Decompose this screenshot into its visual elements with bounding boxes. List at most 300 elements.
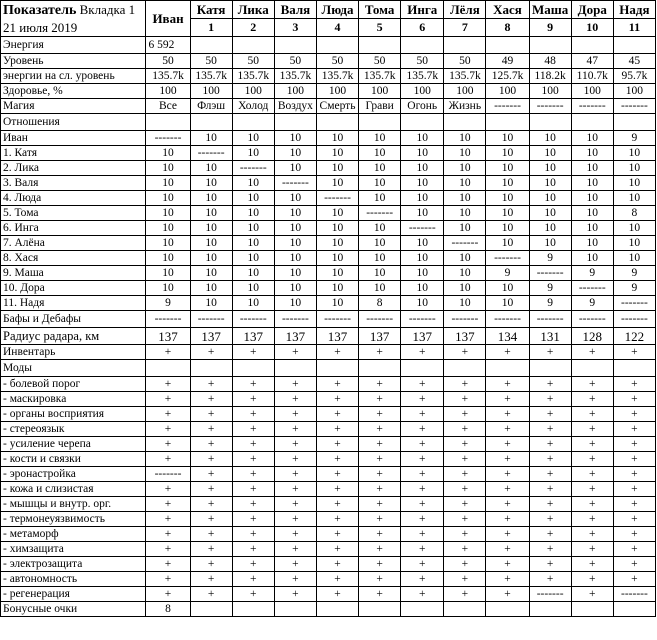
table-cell: 137: [190, 328, 232, 345]
table-cell: +: [486, 587, 529, 602]
table-cell: +: [613, 527, 655, 542]
header-name: Инга: [401, 1, 444, 19]
table-cell: 10: [146, 146, 190, 161]
table-cell: +: [401, 482, 444, 497]
table-cell: [529, 114, 571, 131]
table-cell: +: [274, 392, 316, 407]
table-cell: 10: [486, 296, 529, 311]
table-cell: +: [529, 512, 571, 527]
table-cell: 10: [146, 221, 190, 236]
table-cell: +: [486, 557, 529, 572]
table-cell: +: [190, 345, 232, 360]
header-first-name: Иван: [146, 1, 190, 37]
table-cell: [359, 360, 401, 377]
table-cell: +: [444, 422, 486, 437]
table-cell: 10: [486, 146, 529, 161]
table-cell: 10: [444, 266, 486, 281]
table-cell: -------: [146, 467, 190, 482]
table-cell: +: [190, 392, 232, 407]
table-cell: 10: [529, 131, 571, 146]
table-cell: +: [486, 377, 529, 392]
table-cell: 100: [444, 84, 486, 99]
table-cell: -------: [274, 311, 316, 328]
table-cell: +: [359, 527, 401, 542]
table-cell: 48: [529, 54, 571, 69]
table-cell: 50: [146, 54, 190, 69]
table-row: [1, 251, 656, 266]
table-cell: [146, 114, 190, 131]
row-label: Энергия: [1, 37, 146, 54]
table-cell: +: [274, 497, 316, 512]
table-cell: 100: [359, 84, 401, 99]
table-cell: +: [146, 512, 190, 527]
table-cell: [444, 114, 486, 131]
table-cell: [401, 37, 444, 54]
header-name: Тома: [359, 1, 401, 19]
table-cell: +: [444, 572, 486, 587]
table-cell: +: [274, 377, 316, 392]
table-cell: 10: [359, 146, 401, 161]
table-cell: +: [232, 392, 274, 407]
row-label: Бонусные очки: [1, 602, 146, 617]
table-cell: -------: [486, 311, 529, 328]
table-cell: +: [444, 345, 486, 360]
table-cell: 10: [146, 161, 190, 176]
header-label-cell: [1, 1, 146, 37]
table-cell: 10: [401, 176, 444, 191]
table-cell: 10: [274, 161, 316, 176]
table-cell: 10: [232, 146, 274, 161]
table-cell: +: [529, 557, 571, 572]
table-cell: 10: [359, 221, 401, 236]
table-cell: [401, 114, 444, 131]
table-cell: [274, 602, 316, 617]
table-cell: +: [401, 557, 444, 572]
table-cell: 10: [486, 161, 529, 176]
table-cell: 50: [401, 54, 444, 69]
table-cell: [401, 602, 444, 617]
table-cell: Флэш: [190, 99, 232, 114]
table-cell: 131: [529, 328, 571, 345]
table-cell: +: [444, 527, 486, 542]
table-cell: 10: [316, 221, 358, 236]
row-label: 1. Катя: [1, 146, 146, 161]
table-cell: +: [571, 452, 613, 467]
table-cell: [529, 602, 571, 617]
table-cell: 10: [190, 176, 232, 191]
table-cell: 10: [359, 176, 401, 191]
table-cell: 9: [529, 296, 571, 311]
row-label: - стереоязык: [1, 422, 146, 437]
table-cell: 10: [232, 236, 274, 251]
table-cell: -------: [529, 266, 571, 281]
table-cell: 8: [359, 296, 401, 311]
table-cell: -------: [316, 191, 358, 206]
table-cell: +: [444, 497, 486, 512]
table-cell: 10: [444, 161, 486, 176]
table-cell: 10: [274, 236, 316, 251]
table-cell: 10: [486, 236, 529, 251]
table-cell: +: [401, 407, 444, 422]
table-cell: 10: [529, 161, 571, 176]
table-cell: 9: [529, 251, 571, 266]
table-cell: +: [232, 542, 274, 557]
table-cell: +: [529, 527, 571, 542]
table-cell: +: [146, 452, 190, 467]
table-cell: 9: [529, 281, 571, 296]
table-cell: +: [444, 437, 486, 452]
table-cell: [190, 602, 232, 617]
table-cell: +: [444, 587, 486, 602]
table-cell: [232, 37, 274, 54]
table-cell: +: [401, 572, 444, 587]
table-cell: +: [274, 422, 316, 437]
header-number: 11: [613, 19, 655, 37]
table-cell: +: [316, 557, 358, 572]
table-row: [1, 146, 656, 161]
row-label: - маскировка: [1, 392, 146, 407]
table-cell: 10: [486, 221, 529, 236]
table-cell: 10: [274, 191, 316, 206]
row-label: 9. Маша: [1, 266, 146, 281]
row-label: - кости и связки: [1, 452, 146, 467]
table-cell: 10: [316, 131, 358, 146]
table-cell: 135.7k: [274, 69, 316, 84]
table-cell: 100: [274, 84, 316, 99]
table-cell: [190, 360, 232, 377]
table-cell: +: [613, 437, 655, 452]
table-cell: +: [190, 482, 232, 497]
row-label: - автономность: [1, 572, 146, 587]
table-row: [1, 69, 656, 84]
table-cell: +: [232, 512, 274, 527]
table-cell: 137: [359, 328, 401, 345]
table-cell: +: [529, 482, 571, 497]
table-cell: 10: [401, 251, 444, 266]
table-row: [1, 345, 656, 360]
table-cell: +: [529, 392, 571, 407]
table-cell: +: [486, 345, 529, 360]
table-cell: +: [529, 572, 571, 587]
table-row: [1, 206, 656, 221]
table-cell: 10: [401, 131, 444, 146]
row-label: - кожа и слизистая: [1, 482, 146, 497]
table-row: [1, 572, 656, 587]
table-cell: +: [571, 407, 613, 422]
table-cell: +: [486, 497, 529, 512]
table-cell: +: [190, 422, 232, 437]
table-row: [1, 84, 656, 99]
table-row: [1, 602, 656, 617]
table-row: [1, 512, 656, 527]
table-row: [1, 328, 656, 345]
table-row: [1, 557, 656, 572]
table-cell: +: [529, 467, 571, 482]
table-cell: +: [444, 467, 486, 482]
table-cell: [571, 37, 613, 54]
table-cell: +: [486, 527, 529, 542]
table-row: [1, 296, 656, 311]
table-cell: +: [613, 542, 655, 557]
table-cell: +: [316, 497, 358, 512]
table-cell: 10: [359, 191, 401, 206]
table-cell: 125.7k: [486, 69, 529, 84]
table-cell: +: [316, 587, 358, 602]
table-cell: +: [444, 557, 486, 572]
header-name: Надя: [613, 1, 655, 19]
table-row: [1, 54, 656, 69]
table-cell: +: [316, 512, 358, 527]
table-cell: +: [613, 407, 655, 422]
table-cell: +: [146, 482, 190, 497]
table-cell: 10: [316, 176, 358, 191]
table-cell: +: [359, 407, 401, 422]
table-cell: 10: [274, 221, 316, 236]
table-cell: +: [146, 437, 190, 452]
table-cell: 95.7k: [613, 69, 655, 84]
table-cell: [486, 602, 529, 617]
table-cell: 10: [274, 266, 316, 281]
table-cell: +: [359, 452, 401, 467]
table-cell: +: [190, 527, 232, 542]
header-name: Дора: [571, 1, 613, 19]
table-cell: +: [232, 437, 274, 452]
table-cell: 6 592: [146, 37, 190, 54]
table-cell: +: [359, 437, 401, 452]
table-row: [1, 221, 656, 236]
table-row: [1, 437, 656, 452]
table-cell: [571, 360, 613, 377]
table-cell: +: [146, 572, 190, 587]
table-cell: 9: [146, 296, 190, 311]
table-cell: 10: [190, 266, 232, 281]
table-body: [1, 37, 656, 617]
table-cell: +: [486, 542, 529, 557]
table-cell: +: [232, 407, 274, 422]
header-number: 5: [359, 19, 401, 37]
table-cell: [146, 360, 190, 377]
table-cell: -------: [146, 311, 190, 328]
table-cell: [359, 37, 401, 54]
table-cell: 100: [232, 84, 274, 99]
table-cell: 10: [529, 191, 571, 206]
table-cell: 50: [316, 54, 358, 69]
table-cell: 10: [444, 221, 486, 236]
table-cell: +: [613, 377, 655, 392]
table-cell: 10: [401, 146, 444, 161]
table-cell: +: [613, 482, 655, 497]
table-cell: +: [146, 587, 190, 602]
table-row: [1, 452, 656, 467]
table-cell: 10: [146, 236, 190, 251]
table-cell: -------: [529, 311, 571, 328]
table-cell: +: [401, 467, 444, 482]
table-cell: +: [190, 497, 232, 512]
table-cell: +: [274, 542, 316, 557]
table-cell: 10: [571, 221, 613, 236]
table-cell: +: [529, 452, 571, 467]
table-cell: [444, 602, 486, 617]
table-cell: +: [401, 527, 444, 542]
header-number: 8: [486, 19, 529, 37]
table-cell: +: [613, 572, 655, 587]
table-cell: +: [444, 392, 486, 407]
table-cell: +: [146, 422, 190, 437]
table-cell: 100: [571, 84, 613, 99]
table-row: [1, 392, 656, 407]
table-cell: +: [529, 407, 571, 422]
table-cell: +: [444, 542, 486, 557]
row-label: 10. Дора: [1, 281, 146, 296]
table-cell: +: [316, 377, 358, 392]
table-cell: +: [316, 345, 358, 360]
table-cell: +: [146, 497, 190, 512]
table-cell: -------: [316, 311, 358, 328]
table-cell: 10: [232, 221, 274, 236]
header-number: 10: [571, 19, 613, 37]
table-cell: +: [401, 345, 444, 360]
table-cell: 137: [146, 328, 190, 345]
table-cell: 10: [146, 251, 190, 266]
table-cell: +: [571, 497, 613, 512]
table-row: [1, 377, 656, 392]
table-cell: [444, 37, 486, 54]
table-cell: 10: [274, 146, 316, 161]
table-cell: 10: [146, 191, 190, 206]
table-cell: +: [529, 345, 571, 360]
row-label: - эронастройка: [1, 467, 146, 482]
table-cell: +: [316, 392, 358, 407]
table-cell: +: [571, 572, 613, 587]
table-cell: +: [274, 512, 316, 527]
table-cell: +: [529, 497, 571, 512]
table-cell: [486, 37, 529, 54]
table-cell: -------: [529, 99, 571, 114]
table-cell: 47: [571, 54, 613, 69]
row-label: - метаморф: [1, 527, 146, 542]
table-cell: +: [232, 452, 274, 467]
table-cell: -------: [401, 311, 444, 328]
table-cell: -------: [486, 99, 529, 114]
table-cell: +: [359, 587, 401, 602]
table-cell: +: [232, 572, 274, 587]
table-cell: 100: [486, 84, 529, 99]
header-name: Лёля: [444, 1, 486, 19]
table-cell: 10: [444, 206, 486, 221]
table-cell: 10: [486, 281, 529, 296]
table-cell: +: [190, 572, 232, 587]
table-cell: +: [232, 422, 274, 437]
table-cell: -------: [571, 99, 613, 114]
table-cell: +: [316, 527, 358, 542]
table-cell: +: [316, 482, 358, 497]
table-cell: 10: [359, 266, 401, 281]
table-cell: 10: [529, 206, 571, 221]
table-cell: 10: [359, 131, 401, 146]
table-row: [1, 191, 656, 206]
table-cell: 10: [359, 236, 401, 251]
table-cell: +: [529, 437, 571, 452]
table-cell: +: [232, 482, 274, 497]
row-label: Магия: [1, 99, 146, 114]
row-label: 7. Алёна: [1, 236, 146, 251]
table-cell: Жизнь: [444, 99, 486, 114]
table-cell: 100: [146, 84, 190, 99]
table-cell: 10: [571, 161, 613, 176]
table-cell: [274, 360, 316, 377]
row-label: - электрозащита: [1, 557, 146, 572]
table-cell: 10: [232, 131, 274, 146]
table-row: [1, 114, 656, 131]
table-cell: +: [146, 527, 190, 542]
table-cell: +: [190, 437, 232, 452]
row-label: Уровень: [1, 54, 146, 69]
table-cell: 135.7k: [401, 69, 444, 84]
table-cell: +: [359, 377, 401, 392]
table-cell: +: [571, 422, 613, 437]
table-cell: +: [401, 587, 444, 602]
table-cell: 10: [529, 236, 571, 251]
table-cell: 10: [613, 236, 655, 251]
table-cell: 10: [232, 281, 274, 296]
table-cell: 135.7k: [444, 69, 486, 84]
table-cell: 10: [613, 221, 655, 236]
header-name: Валя: [274, 1, 316, 19]
table-cell: 10: [613, 161, 655, 176]
table-cell: 135.7k: [359, 69, 401, 84]
header-number: 6: [401, 19, 444, 37]
header-number: 2: [232, 19, 274, 37]
row-label: - болевой порог: [1, 377, 146, 392]
table-cell: 10: [444, 296, 486, 311]
table-cell: -------: [232, 311, 274, 328]
table-cell: +: [401, 392, 444, 407]
table-cell: -------: [613, 99, 655, 114]
table-cell: 10: [146, 281, 190, 296]
row-label: Радиус радара, км: [1, 328, 146, 345]
table-cell: [232, 114, 274, 131]
header-name: Лика: [232, 1, 274, 19]
table-cell: [486, 360, 529, 377]
table-cell: +: [316, 452, 358, 467]
table-cell: 137: [444, 328, 486, 345]
table-cell: 10: [486, 191, 529, 206]
table-cell: +: [274, 407, 316, 422]
table-cell: 8: [613, 206, 655, 221]
table-cell: +: [486, 467, 529, 482]
table-cell: +: [274, 557, 316, 572]
table-row: [1, 360, 656, 377]
table-cell: +: [146, 557, 190, 572]
row-label: 8. Хася: [1, 251, 146, 266]
table-cell: +: [190, 512, 232, 527]
table-cell: 10: [146, 266, 190, 281]
table-cell: 100: [401, 84, 444, 99]
table-cell: +: [571, 557, 613, 572]
table-row: [1, 236, 656, 251]
table-cell: 10: [571, 236, 613, 251]
table-cell: +: [571, 437, 613, 452]
header-number: 9: [529, 19, 571, 37]
table-cell: -------: [359, 206, 401, 221]
row-label: - термонеуязвимость: [1, 512, 146, 527]
table-cell: 10: [359, 281, 401, 296]
table-cell: 10: [444, 146, 486, 161]
table-cell: -------: [190, 146, 232, 161]
table-cell: +: [529, 542, 571, 557]
table-cell: [613, 37, 655, 54]
table-cell: +: [571, 542, 613, 557]
